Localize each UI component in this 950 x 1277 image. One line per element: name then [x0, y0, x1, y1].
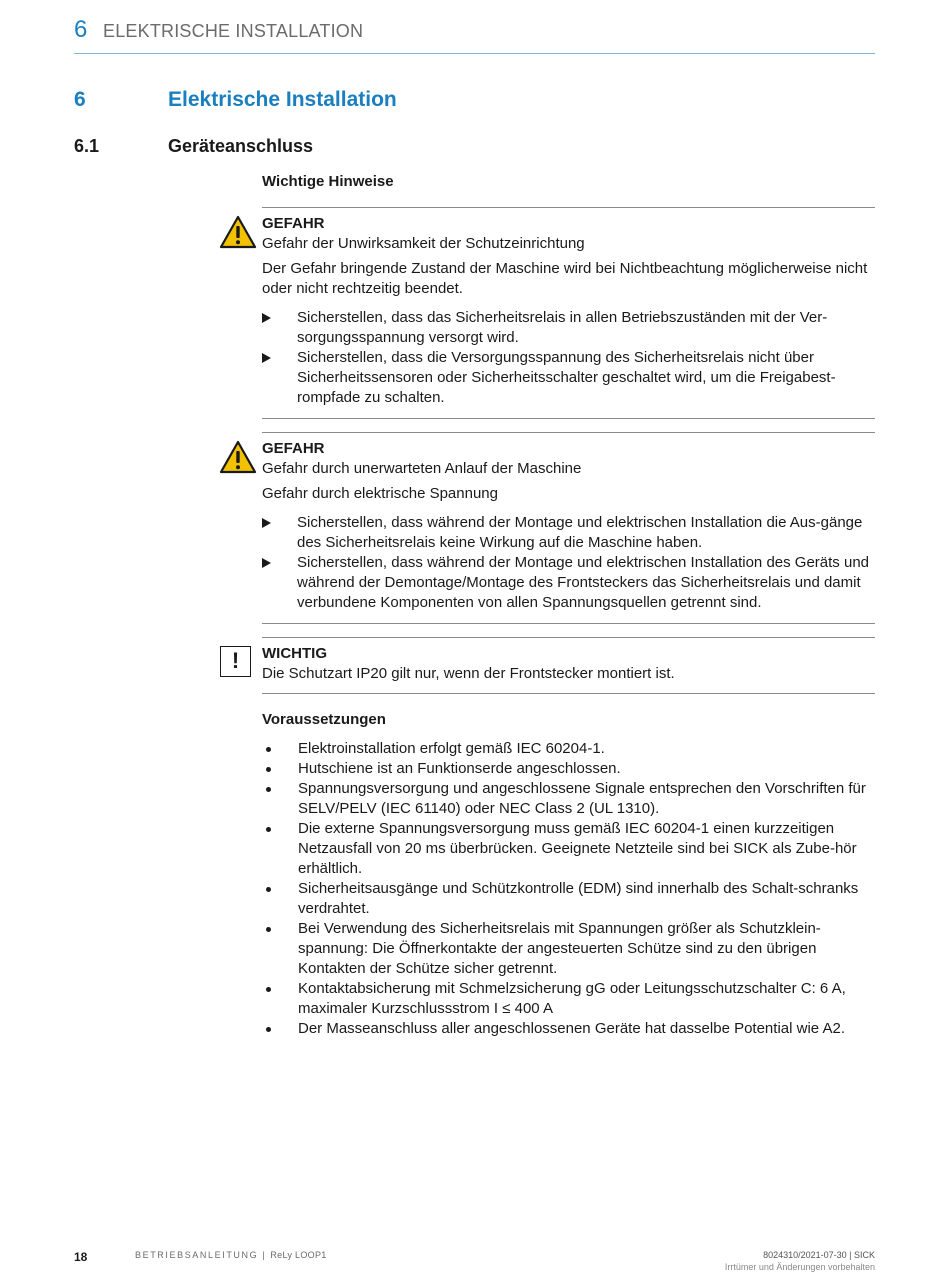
arrow-bullet-icon — [262, 353, 271, 363]
list-item — [262, 779, 875, 819]
prerequisite-text: Elektroinstallation erfolgt gemäß IEC 60204-1. — [298, 740, 605, 757]
prerequisite-text: Hutschiene ist an Funktionserde angeschlossen. — [298, 760, 621, 777]
important-icon: ! — [220, 646, 251, 677]
hazard-text: Gefahr der Unwirksamkeit der Schutzeinrichtung — [262, 235, 585, 252]
bullet-dot-icon — [266, 747, 271, 752]
signal-word: WICHTIG — [262, 645, 327, 662]
arrow-bullet-icon — [262, 313, 271, 323]
prerequisite-text: Sicherheitsausgänge und Schützkontrolle (EDM) sind innerhalb des Schalt-schranks verdrahtet. — [298, 880, 859, 917]
arrow-bullet-icon — [262, 558, 271, 568]
list-item — [262, 919, 875, 979]
prerequisites-list — [262, 739, 875, 1039]
bullet-dot-icon — [266, 827, 271, 832]
document-info: 8024310/2021-07-30 | SICK — [763, 1250, 875, 1260]
document-type: BETRIEBSANLEITUNG — [135, 1250, 259, 1260]
prerequisites-heading: Voraussetzungen — [262, 711, 386, 728]
footer-separator: | — [258, 1250, 271, 1260]
important-text: Die Schutzart IP20 gilt nur, wenn der Frontstecker montiert ist. — [262, 665, 675, 682]
footer-document-title — [135, 1250, 327, 1260]
header-chapter-title: ELEKTRISCHE INSTALLATION — [103, 21, 364, 41]
section-title: Geräteanschluss — [168, 136, 314, 156]
section-number: 6.1 — [74, 136, 100, 156]
bullet-dot-icon — [266, 987, 271, 992]
hazard-text: Gefahr durch unerwarteten Anlauf der Maschine — [262, 460, 582, 477]
bullet-dot-icon — [266, 787, 271, 792]
product-name: ReLy LOOP1 — [270, 1250, 327, 1260]
action-text: Sicherstellen, dass die Versorgungsspannung des Sicherheitsrelais nicht über Sicherheitssensoren oder Sicherheitsschalter geschaltet wird, um die Freigabest-rompfade zu schalten. — [297, 349, 836, 406]
warning-triangle-icon — [219, 215, 257, 249]
signal-word: GEFAHR — [262, 440, 325, 457]
warning-triangle-icon — [219, 440, 257, 474]
arrow-bullet-icon — [262, 518, 271, 528]
signal-word: GEFAHR — [262, 215, 325, 232]
important-notes-heading: Wichtige Hinweise — [262, 173, 394, 190]
header-chapter-number: 6 — [74, 16, 88, 43]
chapter-number: 6 — [74, 88, 86, 111]
list-item — [262, 979, 875, 1019]
action-text: Sicherstellen, dass während der Montage und elektrischen Installation die Aus-gänge des Sicherheitsrelais keine Wirkung auf die Maschine haben. — [297, 514, 863, 551]
list-item — [262, 308, 875, 348]
list-item — [262, 819, 875, 879]
hazard-description: Gefahr durch elektrische Spannung — [262, 485, 498, 502]
danger-notice-protective-device — [262, 207, 875, 419]
bullet-dot-icon — [266, 1027, 271, 1032]
list-item — [262, 759, 875, 779]
running-header — [74, 16, 875, 54]
danger-notice-unexpected-startup — [262, 432, 875, 624]
bullet-dot-icon — [266, 927, 271, 932]
action-text: Sicherstellen, dass das Sicherheitsrelais in allen Betriebszuständen mit der Ver-sorgungsspannung versorgt wird. — [297, 309, 828, 346]
important-notice — [262, 637, 875, 694]
action-text: Sicherstellen, dass während der Montage und elektrischen Installation des Geräts und während der Demontage/Montage des Frontsteckers das Sicherheitsrelais und damit verbundene Komponenten von allen Spannungsquellen getrennt sind. — [297, 554, 869, 611]
prerequisite-text: Kontaktabsicherung mit Schmelzsicherung gG oder Leitungsschutzschalter C: 6 A, maximaler Kurzschlussstrom I ≤ 400 A — [298, 980, 846, 1017]
disclaimer: Irrtümer und Änderungen vorbehalten — [724, 1262, 875, 1272]
bullet-dot-icon — [266, 767, 271, 772]
list-item — [262, 1019, 875, 1039]
prerequisite-text: Der Masseanschluss aller angeschlossenen Geräte hat dasselbe Potential wie A2. — [298, 1020, 845, 1037]
prerequisite-text: Die externe Spannungsversorgung muss gemäß IEC 60204-1 einen kurzzeitigen Netzausfall von 20 ms überbrücken. Geeignete Netzteile sind bei SICK als Zube-hör erhältlich. — [298, 820, 857, 877]
list-item — [262, 879, 875, 919]
list-item — [262, 739, 875, 759]
bullet-dot-icon — [266, 887, 271, 892]
action-list — [262, 308, 875, 408]
page-number: 18 — [74, 1250, 88, 1264]
list-item — [262, 553, 875, 613]
action-list — [262, 513, 875, 613]
list-item — [262, 348, 875, 408]
prerequisite-text: Bei Verwendung des Sicherheitsrelais mit Spannungen größer als Schutzklein-spannung: Die Öffnerkontakte der angesteuerten Schütze sind zu den übrigen Kontakten der Schütze sicher getrennt. — [298, 920, 821, 977]
chapter-title: Elektrische Installation — [168, 88, 397, 111]
prerequisite-text: Spannungsversorgung und angeschlossene Signale entsprechen den Vorschriften für SELV/PELV (IEC 61140) oder NEC Class 2 (UL 1310). — [298, 780, 866, 817]
hazard-description: Der Gefahr bringende Zustand der Maschine wird bei Nichtbeachtung möglicherweise nicht oder nicht rechtzeitig beendet. — [262, 260, 868, 297]
list-item — [262, 513, 875, 553]
